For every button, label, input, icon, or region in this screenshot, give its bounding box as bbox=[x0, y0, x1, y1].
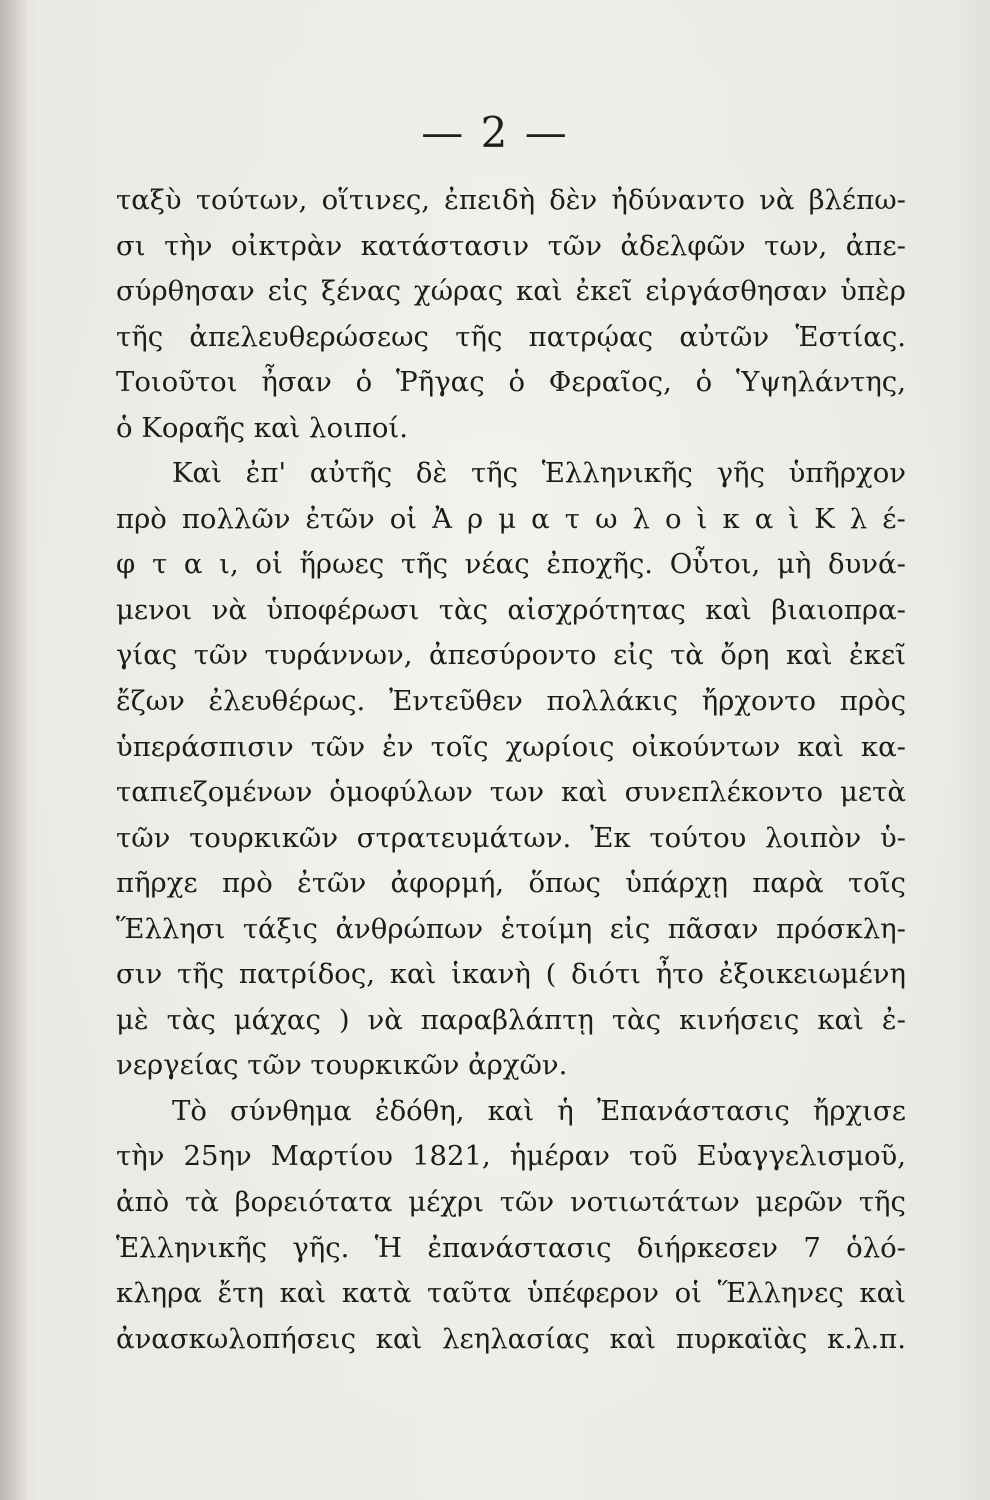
text-line: Ἕλλησι τάξις ἀνθρώπων ἑτοίμη εἰς πᾶσαν πρόσκλη- bbox=[116, 912, 906, 945]
text-line: τὴν 25ην Μαρτίου 1821, ἡμέραν τοῦ Εὐαγγελισμοῦ, bbox=[116, 1140, 906, 1173]
text-line: σι τὴν οἰκτρὰν κατάστασιν τῶν ἀδελφῶν των, ἀπε- bbox=[116, 229, 906, 262]
text-line: ὁ Κοραῆς καὶ λοιποί. bbox=[116, 411, 408, 444]
text-line: Καὶ ἐπ' αὐτῆς δὲ τῆς Ἑλληνικῆς γῆς ὑπῆρχον bbox=[172, 457, 906, 490]
text-line: ἀπὸ τὰ βορειότατα μέχρι τῶν νοτιωτάτων μερῶν τῆς bbox=[116, 1186, 906, 1219]
text-line: ταπιεζομένων ὁμοφύλων των καὶ συνεπλέκοντο μετὰ bbox=[116, 776, 906, 809]
page-fold-shadow bbox=[0, 0, 28, 1500]
text-line: Τὸ σύνθημα ἐδόθη, καὶ ἡ Ἐπανάστασις ἤρχισε bbox=[172, 1094, 906, 1127]
text-line: Τοιοῦτοι ἦσαν ὁ Ῥῆγας ὁ Φεραῖος, ὁ Ὑψηλάντης, bbox=[116, 366, 906, 399]
body-text bbox=[116, 178, 906, 1362]
text-line: γίας τῶν τυράννων, ἀπεσύροντο εἰς τὰ ὄρη καὶ ἐκεῖ bbox=[116, 639, 906, 672]
text-line: φ τ α ι, οἱ ἥρωες τῆς νέας ἐποχῆς. Οὗτοι, μὴ δυνά- bbox=[116, 548, 906, 581]
text-line: ὑπεράσπισιν τῶν ἐν τοῖς χωρίοις οἰκούντων καὶ κα- bbox=[116, 730, 906, 763]
page-number: — 2 — bbox=[421, 108, 569, 157]
text-line: ἔζων ἐλευθέρως. Ἐντεῦθεν πολλάκις ἤρχοντο πρὸς bbox=[116, 685, 906, 718]
text-line: ἀνασκωλοπήσεις καὶ λεηλασίας καὶ πυρκαϊὰς κ.λ.π. bbox=[116, 1322, 906, 1355]
text-line: νεργείας τῶν τουρκικῶν ἀρχῶν. bbox=[116, 1049, 568, 1082]
text-line: τῆς ἀπελευθερώσεως τῆς πατρῴας αὐτῶν Ἑστίας. bbox=[116, 320, 906, 353]
text-line: μὲ τὰς μάχας ) νὰ παραβλάπτῃ τὰς κινήσεις καὶ ἐ- bbox=[116, 1003, 906, 1036]
text-line: μενοι νὰ ὑποφέρωσι τὰς αἰσχρότητας καὶ βιαιοπρα- bbox=[116, 593, 906, 626]
text-line: σύρθησαν εἰς ξένας χώρας καὶ ἐκεῖ εἰργάσθησαν ὑπὲρ bbox=[116, 275, 906, 308]
text-line: Ἑλληνικῆς γῆς. Ἡ ἐπανάστασις διήρκεσεν 7 ὁλό- bbox=[116, 1231, 906, 1264]
text-line: ταξὺ τούτων, οἵτινες, ἐπειδὴ δὲν ἠδύναντο νὰ βλέπω- bbox=[116, 184, 906, 216]
text-line: τῶν τουρκικῶν στρατευμάτων. Ἐκ τούτου λοιπὸν ὑ- bbox=[116, 821, 906, 854]
text-line: κληρα ἔτη καὶ κατὰ ταῦτα ὑπέφερον οἱ Ἕλληνες καὶ bbox=[116, 1277, 906, 1310]
text-line: σιν τῆς πατρίδος, καὶ ἱκανὴ ( διότι ἦτο ἐξοικειωμένη bbox=[116, 958, 906, 991]
text-line: πῆρχε πρὸ ἐτῶν ἀφορμή, ὅπως ὑπάρχῃ παρὰ τοῖς bbox=[116, 867, 906, 900]
text-line: πρὸ πολλῶν ἐτῶν οἱ Ἀ ρ μ α τ ω λ ο ὶ κ α ὶ Κ λ έ- bbox=[116, 502, 906, 535]
